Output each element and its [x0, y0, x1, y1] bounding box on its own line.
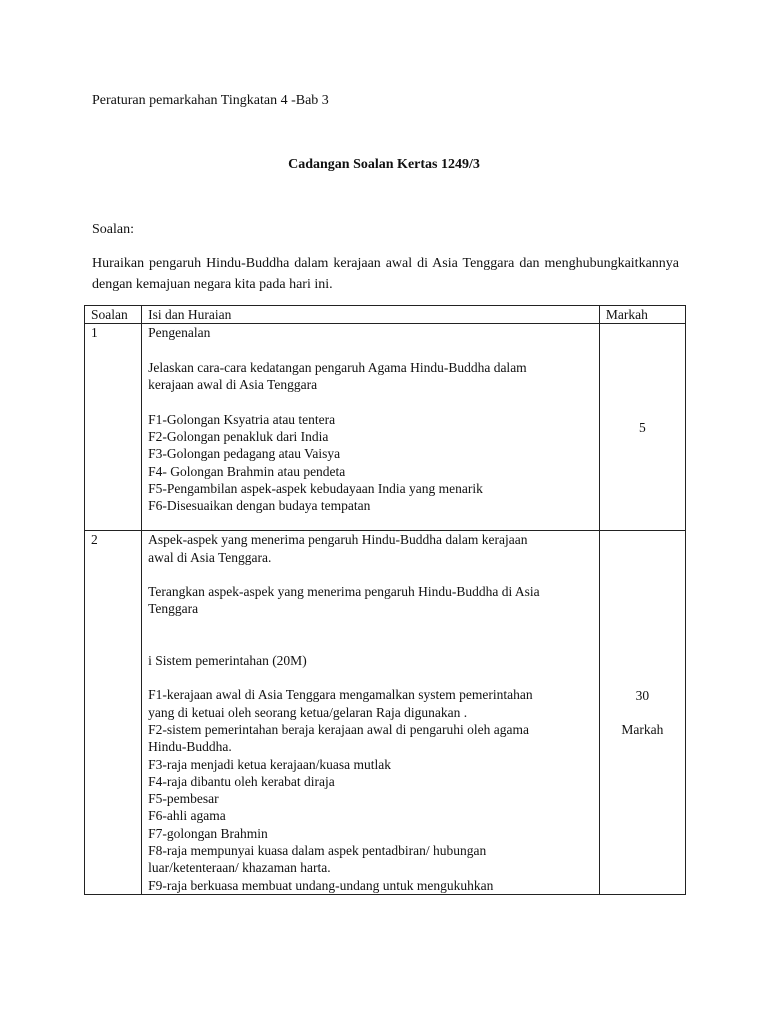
row-number: 1	[85, 324, 142, 531]
document-header: Peraturan pemarkahan Tingkatan 4 -Bab 3	[92, 93, 329, 108]
row-content	[142, 531, 600, 895]
row-heading-line: awal di Asia Tenggara.	[148, 549, 272, 565]
point-line: F7-golongan Brahmin	[148, 825, 268, 841]
point-line: yang di ketuai oleh seorang ketua/gelaran Raja digunakan .	[148, 704, 468, 720]
instruction-line: Terangkan aspek-aspek yang menerima pengaruh Hindu-Buddha di Asia	[148, 584, 540, 600]
point-line: F3-Golongan pedagang atau Vaisya	[148, 446, 341, 462]
point-line: F1-kerajaan awal di Asia Tenggara mengamalkan system pemerintahan	[148, 687, 533, 703]
question-label: Soalan:	[92, 222, 134, 237]
header-markah: Markah	[599, 306, 685, 324]
row-marks	[599, 531, 685, 895]
instruction-line: kerajaan awal di Asia Tenggara	[148, 377, 318, 393]
point-line: F3-raja menjadi ketua kerajaan/kuasa mutlak	[148, 756, 391, 772]
table-row	[85, 324, 686, 531]
point-line: F8-raja mempunyai kuasa dalam aspek pentadbiran/ hubungan	[148, 843, 487, 859]
point-line: F4-raja dibantu oleh kerabat diraja	[148, 773, 335, 789]
marking-scheme-table	[84, 305, 686, 895]
instruction-line: Jelaskan cara-cara kedatangan pengaruh Agama Hindu-Buddha dalam	[148, 359, 527, 375]
point-line: F5-Pengambilan aspek-aspek kebudayaan India yang menarik	[148, 480, 483, 496]
header-soalan: Soalan	[85, 306, 142, 324]
point-line: luar/ketenteraan/ khazaman harta.	[148, 860, 331, 876]
instruction-line: Tenggara	[148, 601, 199, 617]
header-isi-dan-huraian: Isi dan Huraian	[142, 306, 600, 324]
row-number: 2	[85, 531, 142, 895]
marks-value: 30	[635, 688, 650, 704]
marks-unit: Markah	[621, 721, 664, 737]
point-line: F2-Golongan penakluk dari India	[148, 429, 329, 445]
point-line: F6-Disesuaikan dengan budaya tempatan	[148, 498, 371, 514]
table-header-row	[85, 306, 686, 324]
row-content	[142, 324, 600, 531]
row-marks	[599, 324, 685, 531]
marks-value: 5	[639, 419, 646, 435]
point-line: Hindu-Buddha.	[148, 739, 232, 755]
row-heading: Pengenalan	[148, 325, 211, 341]
subheading-line: i Sistem pemerintahan (20M)	[148, 652, 307, 668]
point-line: F6-ahli agama	[148, 808, 226, 824]
row-heading-line: Aspek-aspek yang menerima pengaruh Hindu-Buddha dalam kerajaan	[148, 532, 528, 548]
point-line: F9-raja berkuasa membuat undang-undang untuk mengukuhkan	[148, 877, 494, 893]
point-line: F1-Golongan Ksyatria atau tentera	[148, 411, 336, 427]
question-text: Huraikan pengaruh Hindu-Buddha dalam kerajaan awal di Asia Tenggara dan menghubungkaitkannya dengan kemajuan negara kita pada hari ini.	[92, 256, 679, 292]
table-row	[85, 531, 686, 895]
point-line: F2-sistem pemerintahan beraja kerajaan awal di pengaruhi oleh agama	[148, 721, 529, 737]
point-line: F4- Golongan Brahmin atau pendeta	[148, 463, 346, 479]
document-title: Cadangan Soalan Kertas 1249/3	[288, 157, 480, 172]
point-line: F5-pembesar	[148, 791, 219, 807]
